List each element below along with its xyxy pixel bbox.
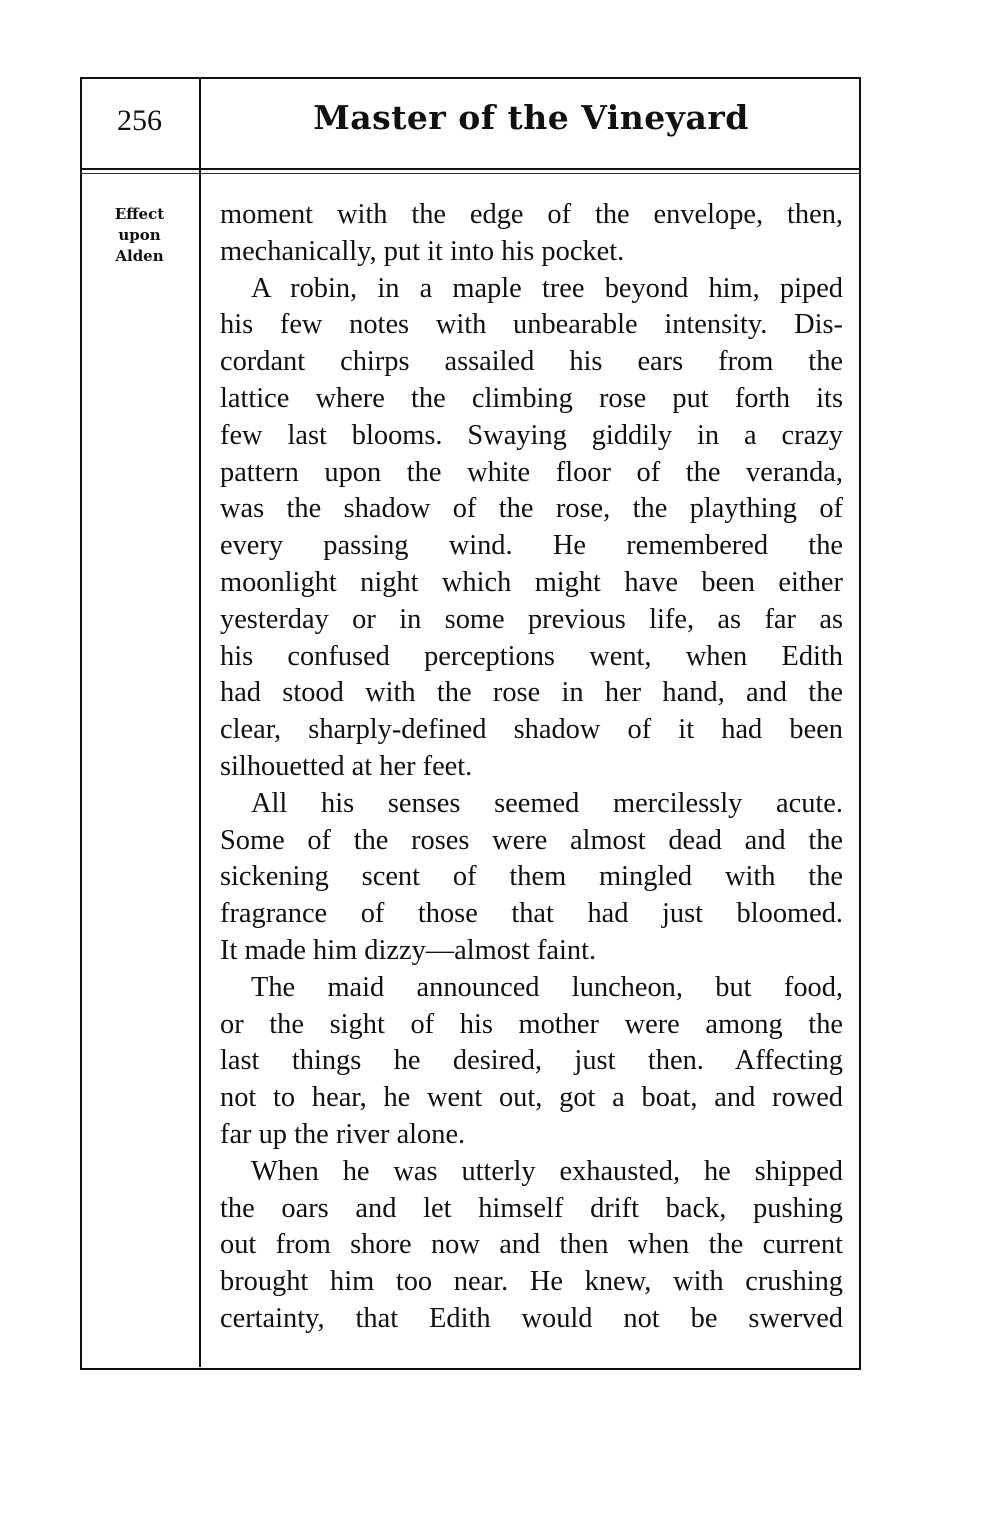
- text-line: moonlight night which might have been either: [220, 566, 843, 598]
- text-line: had stood with the rose in her hand, and the: [220, 677, 843, 709]
- text-line: his few notes with unbearable intensity. Dis-: [220, 309, 843, 341]
- body-text: [220, 197, 843, 1338]
- margin-sidenote: [82, 204, 197, 267]
- text-line: It made him dizzy—almost faint.: [220, 934, 597, 966]
- header-rule-secondary: [80, 173, 861, 174]
- text-line: fragrance of those that had just bloomed.: [220, 898, 843, 930]
- text-line: certainty, that Edith would not be swerved: [220, 1302, 843, 1334]
- sidenote-line: upon: [118, 226, 161, 244]
- text-line: When he was utterly exhausted, he shipped: [251, 1155, 843, 1187]
- text-line: every passing wind. He remembered the: [220, 530, 843, 562]
- text-line: his confused perceptions went, when Edith: [220, 640, 843, 672]
- sidenote-line: Alden: [115, 247, 164, 265]
- text-line: moment with the edge of the envelope, then,: [220, 199, 843, 230]
- text-line: The maid announced luncheon, but food,: [251, 971, 843, 1003]
- text-line: A robin, in a maple tree beyond him, piped: [251, 272, 843, 304]
- text-line: the oars and let himself drift back, pushing: [220, 1192, 843, 1224]
- text-line: Some of the roses were almost dead and the: [220, 824, 843, 856]
- text-line: few last blooms. Swaying giddily in a crazy: [220, 419, 843, 451]
- text-line: cordant chirps assailed his ears from the: [220, 346, 843, 378]
- text-line: silhouetted at her feet.: [220, 750, 473, 782]
- text-line: sickening scent of them mingled with the: [220, 861, 843, 893]
- text-line: lattice where the climbing rose put forth its: [220, 382, 843, 414]
- text-line: last things he desired, just then. Affecting: [220, 1045, 843, 1077]
- text-line: out from shore now and then when the current: [220, 1229, 843, 1261]
- column-divider: [199, 77, 201, 1367]
- text-line: brought him too near. He knew, with crushing: [220, 1266, 843, 1298]
- text-line: far up the river alone.: [220, 1118, 466, 1150]
- text-line: or the sight of his mother were among the: [220, 1008, 843, 1040]
- page-number: 256: [117, 104, 162, 137]
- running-title: Master of the Vineyard: [313, 98, 749, 137]
- header-rule: [80, 168, 861, 170]
- text-line: mechanically, put it into his pocket.: [220, 235, 625, 267]
- text-line: not to hear, he went out, got a boat, and rowed: [220, 1082, 843, 1114]
- text-line: yesterday or in some previous life, as far as: [220, 603, 843, 635]
- sidenote-line: Effect: [114, 205, 165, 223]
- text-line: clear, sharply-defined shadow of it had been: [220, 714, 843, 746]
- text-line: pattern upon the white floor of the veranda,: [220, 456, 843, 488]
- text-line: All his senses seemed mercilessly acute.: [251, 787, 843, 819]
- text-line: was the shadow of the rose, the plaything of: [220, 493, 843, 525]
